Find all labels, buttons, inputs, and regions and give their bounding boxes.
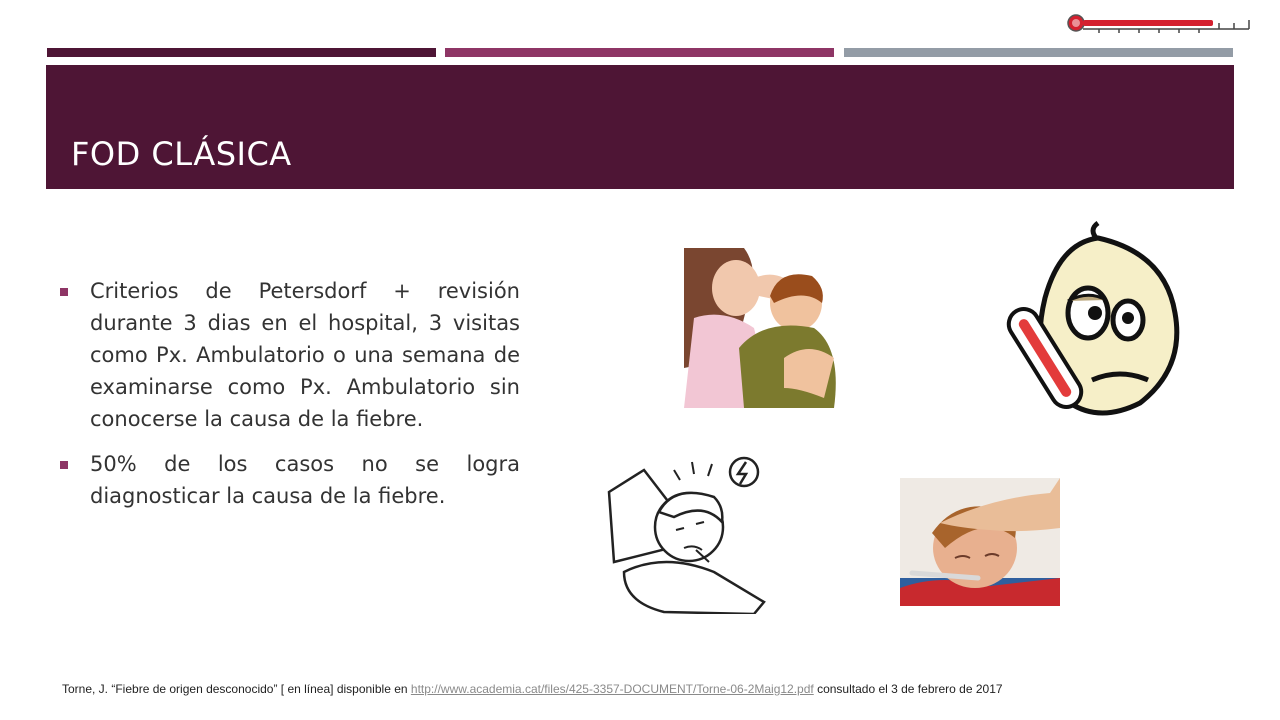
reference-text: Torne, J. “Fiebre de origen desconocido” [ en línea] disponible en [62, 682, 411, 696]
bullet-text: Criterios de Petersdorf + revisión durante 3 dias en el hospital, 3 visitas como Px. Ambulatorio o una semana de examinarse como Px. Ambulatorio sin conocerse la causa de la fiebre. [90, 279, 520, 431]
thermometer-logo-icon [1064, 10, 1254, 36]
header-stripe-mid [445, 48, 834, 57]
slide-title: FOD CLÁSICA [71, 135, 292, 173]
bullet-item [60, 448, 520, 512]
sick-egg-cartoon [1000, 218, 1195, 418]
reference-date: consultado el 3 de febrero de 2017 [813, 682, 1003, 696]
header-stripe-gray [844, 48, 1233, 57]
bullet-list [60, 275, 520, 525]
header-stripe-dark [47, 48, 436, 57]
square-bullet-icon [60, 288, 68, 296]
square-bullet-icon [60, 461, 68, 469]
bullet-text: 50% de los casos no se logra diagnosticar la causa de la fiebre. [90, 452, 520, 508]
title-band [46, 65, 1234, 189]
sick-bed-sketch [604, 452, 766, 614]
child-thermometer-photo [900, 478, 1060, 606]
mother-child-photo [684, 248, 844, 408]
reference-link[interactable]: http://www.academia.cat/files/425-3357-DOCUMENT/Torne-06-2Maig12.pdf [410, 682, 814, 696]
bullet-item [60, 275, 520, 435]
reference-citation [62, 682, 1003, 696]
